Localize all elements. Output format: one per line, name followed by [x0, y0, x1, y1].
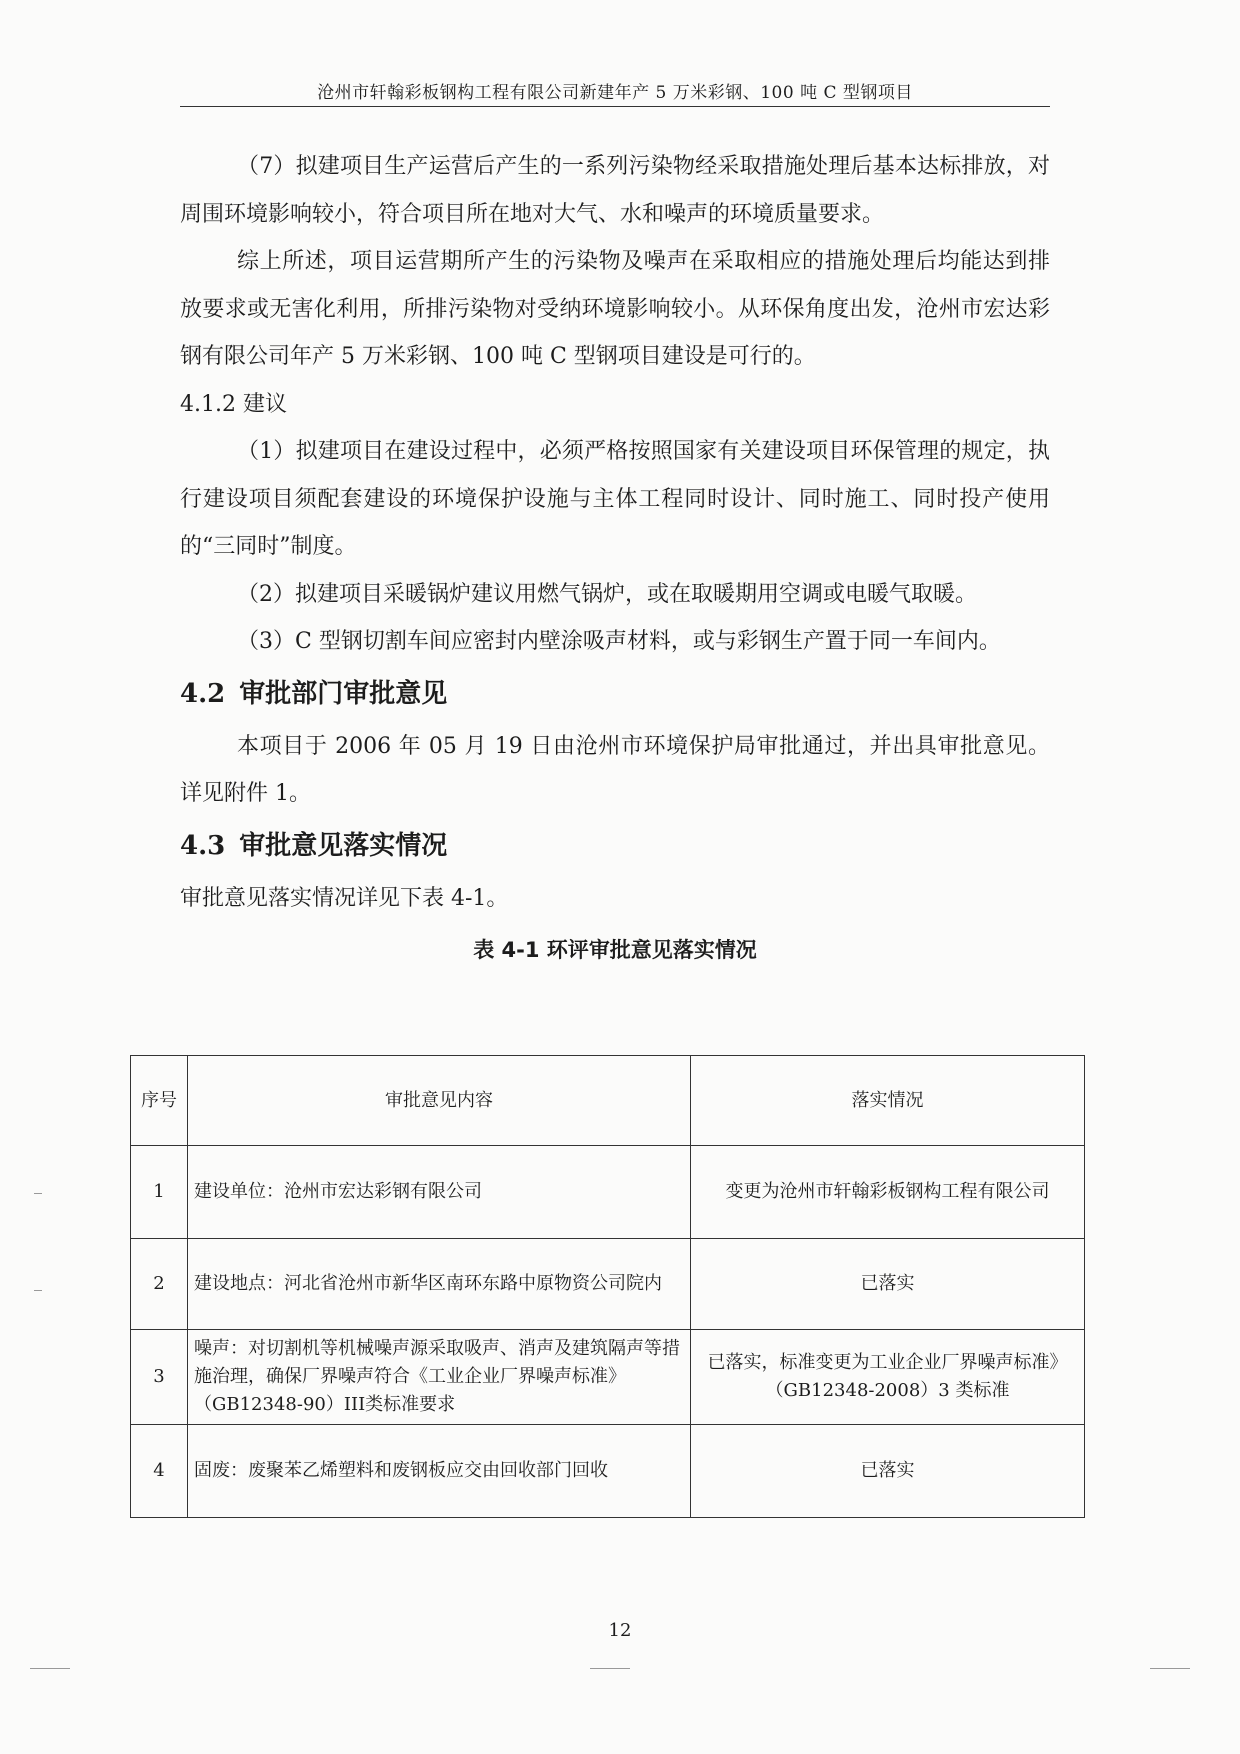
implementation-status: 已落实 [691, 1425, 1085, 1518]
approval-paragraph: 本项目于 2006 年 05 月 19 日由沧州市环境保护局审批通过，并出具审批意见。详见附件 1。 [180, 733, 1050, 806]
column-header-no: 序号 [131, 1056, 188, 1146]
scan-mark [1150, 1668, 1190, 1669]
scan-mark [34, 1290, 42, 1291]
subheading-4-1-2: 4.1.2 建议 [180, 391, 287, 417]
section-number: 4.3 [180, 830, 226, 861]
table-row [131, 1239, 1085, 1330]
section-heading-4-2 [180, 668, 1050, 721]
row-number: 4 [131, 1425, 188, 1518]
table-row [131, 1146, 1085, 1239]
paragraph-summary: 综上所述，项目运营期所产生的污染物及噪声在采取相应的措施处理后均能达到排放要求或无害化利用，所排污染物对受纳环境影响较小。从环保角度出发，沧州市宏达彩钢有限公司年产 5 万米彩钢、100 吨 C 型钢项目建设是可行的。 [180, 249, 1050, 369]
body-text [180, 143, 1050, 976]
approval-content: 建设地点：河北省沧州市新华区南环东路中原物资公司院内 [188, 1239, 691, 1330]
row-number: 2 [131, 1239, 188, 1330]
section-title: 审批部门审批意见 [239, 678, 448, 709]
implementation-status: 已落实 [691, 1239, 1085, 1330]
section-heading-4-3 [180, 820, 1050, 873]
section-title: 审批意见落实情况 [239, 830, 448, 861]
table-caption: 表 4-1 环评审批意见落实情况 [473, 938, 757, 962]
approval-content: 固废：废聚苯乙烯塑料和废钢板应交由回收部门回收 [188, 1425, 691, 1518]
table-header-row [131, 1056, 1085, 1146]
scan-mark [34, 1193, 42, 1194]
approval-content: 噪声：对切割机等机械噪声源采取吸声、消声及建筑隔声等措施治理，确保厂界噪声符合《工业企业厂界噪声标准》（GB12348-90）III类标准要求 [188, 1330, 691, 1425]
paragraph-item-7: （7）拟建项目生产运营后产生的一系列污染物经采取措施处理后基本达标排放，对周围环境影响较小，符合项目所在地对大气、水和噪声的环境质量要求。 [180, 154, 1050, 227]
row-number: 3 [131, 1330, 188, 1425]
column-header-status: 落实情况 [691, 1056, 1085, 1146]
table-row [131, 1330, 1085, 1425]
approval-content: 建设单位：沧州市宏达彩钢有限公司 [188, 1146, 691, 1239]
suggestion-3: （3）C 型钢切割车间应密封内壁涂吸声材料，或与彩钢生产置于同一车间内。 [237, 629, 1001, 654]
column-header-content: 审批意见内容 [188, 1056, 691, 1146]
scan-mark [590, 1668, 630, 1669]
row-number: 1 [131, 1146, 188, 1239]
page-number: 12 [608, 1620, 632, 1641]
scan-mark [30, 1668, 70, 1669]
implementation-status: 变更为沧州市轩翰彩板钢构工程有限公司 [691, 1146, 1085, 1239]
table-row [131, 1425, 1085, 1518]
running-header: 沧州市轩翰彩板钢构工程有限公司新建年产 5 万米彩钢、100 吨 C 型钢项目 [317, 83, 913, 103]
suggestion-1: （1）拟建项目在建设过程中，必须严格按照国家有关建设项目环保管理的规定，执行建设项目须配套建设的环境保护设施与主体工程同时设计、同时施工、同时投产使用的“三同时”制度。 [180, 439, 1050, 559]
section-number: 4.2 [180, 678, 226, 709]
implementation-paragraph: 审批意见落实情况详见下表 4-1。 [180, 885, 509, 911]
implementation-status: 已落实，标准变更为工业企业厂界噪声标准》（GB12348-2008）3 类标准 [691, 1330, 1085, 1425]
implementation-table [130, 1055, 1085, 1518]
header-rule [180, 106, 1050, 107]
suggestion-2: （2）拟建项目采暖锅炉建议用燃气锅炉，或在取暖期用空调或电暖气取暖。 [237, 581, 977, 607]
